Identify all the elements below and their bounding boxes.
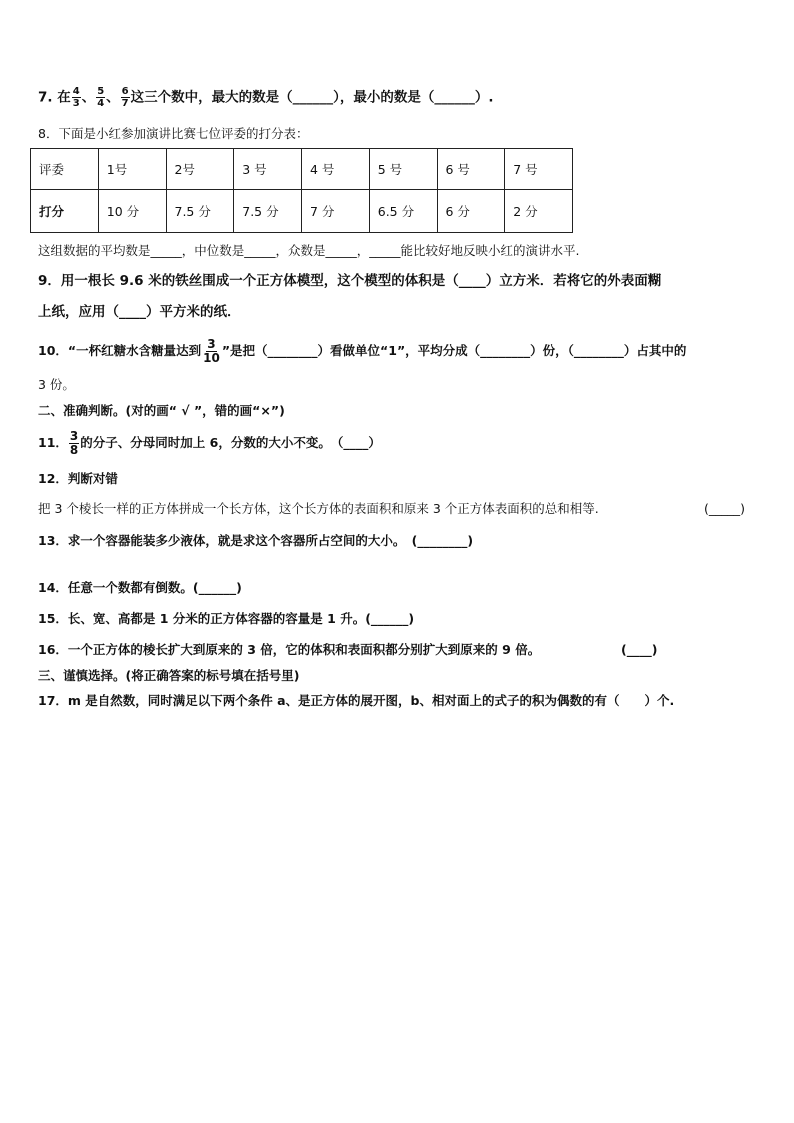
question-7: [38, 86, 494, 109]
frac-denominator: 3: [72, 98, 80, 109]
frac-denominator: 7: [121, 98, 129, 109]
question-10-line2: 3 份。: [38, 377, 75, 392]
table-row: [31, 149, 573, 190]
table-cell: 打分: [31, 190, 99, 233]
question-8-text: 8．下面是小红参加演讲比赛七位评委的打分表：: [38, 126, 309, 141]
frac-denominator: 8: [69, 443, 79, 457]
fraction-6-7: [121, 86, 130, 109]
question-12-blank: (_____): [704, 501, 746, 516]
frac-numerator: 3: [207, 337, 216, 351]
fraction-4-3: [72, 86, 81, 109]
table-cell: 6 分: [437, 190, 505, 233]
question-14: 14．任意一个数都有倒数。(______): [38, 580, 242, 595]
q10-text: ”是把（________）看做单位“1”，平均分成（________）份，（________）占其中的: [221, 343, 687, 358]
table-cell: 3 号: [234, 149, 302, 190]
fraction-3-10: [202, 338, 221, 365]
table-cell: 7.5 分: [234, 190, 302, 233]
frac-denominator: 10: [203, 351, 220, 365]
table-cell: 5 号: [369, 149, 437, 190]
q10-prefix: 10．“一杯红糖水含糖量达到: [38, 343, 202, 358]
fraction-3-8: [69, 430, 79, 457]
table-cell: 2号: [166, 149, 234, 190]
table-cell: 评委: [31, 149, 99, 190]
q7-number: 7.: [38, 89, 53, 106]
separator: 、: [81, 89, 96, 106]
frac-numerator: 6: [121, 86, 129, 97]
frac-numerator: 3: [69, 429, 79, 443]
separator: 、: [106, 89, 120, 106]
question-15: 15．长、宽、高都是 1 分米的正方体容器的容量是 1 升。(______): [38, 611, 415, 626]
question-11: [38, 430, 381, 457]
question-17: 17．m 是自然数，同时满足以下两个条件 a、是正方体的展开图，b、相对面上的式子的积为偶数的有（ ）个.: [38, 693, 675, 708]
section-2-heading: 二、准确判断。(对的画“ √ ”，错的画“×”): [38, 403, 285, 418]
question-10: [38, 338, 686, 365]
question-12-title: 12．判断对错: [38, 471, 118, 486]
frac-numerator: 5: [97, 86, 105, 97]
table-cell: 7 号: [505, 149, 573, 190]
question-16-blank: (____): [621, 642, 658, 657]
score-table: [30, 148, 573, 233]
question-12-body: 把 3 个棱长一样的正方体拼成一个长方体，这个长方体的表面积和原来 3 个正方体表面积的总和相等.: [38, 501, 599, 516]
question-9-line1: 9．用一根长 9.6 米的铁丝围成一个正方体模型，这个模型的体积是（____）立方米．若将它的外表面糊: [38, 273, 662, 289]
table-cell: 2 分: [505, 190, 573, 233]
table-cell: 10 分: [98, 190, 166, 233]
table-cell: 4 号: [302, 149, 370, 190]
frac-numerator: 4: [72, 86, 80, 97]
question-13: 13．求一个容器能装多少液体，就是求这个容器所占空间的大小。 (________): [38, 533, 474, 548]
table-cell: 6 号: [437, 149, 505, 190]
question-16-body: 16．一个正方体的棱长扩大到原来的 3 倍，它的体积和表面积都分别扩大到原来的 9 倍。: [38, 642, 541, 657]
table-cell: 6.5 分: [369, 190, 437, 233]
section-3-heading: 三、谨慎选择。(将正确答案的标号填在括号里): [38, 668, 300, 683]
frac-denominator: 4: [97, 98, 105, 109]
table-cell: 1号: [98, 149, 166, 190]
q7-prefix: 在: [57, 89, 71, 106]
table-cell: 7.5 分: [166, 190, 234, 233]
question-9-line2: 上纸，应用（____）平方米的纸．: [38, 304, 241, 320]
table-row: [31, 190, 573, 233]
table-cell: 7 分: [302, 190, 370, 233]
q11-text: 的分子、分母同时加上 6，分数的大小不变。 （____）: [80, 435, 381, 450]
question-8-fill: 这组数据的平均数是_____，中位数是_____，众数是_____，_____能比较好地反映小红的演讲水平.: [38, 243, 580, 258]
q11-prefix: 11．: [38, 435, 68, 450]
q7-text: 这三个数中，最大的数是（______），最小的数是（______）.: [130, 89, 494, 106]
fraction-5-4: [96, 86, 105, 109]
